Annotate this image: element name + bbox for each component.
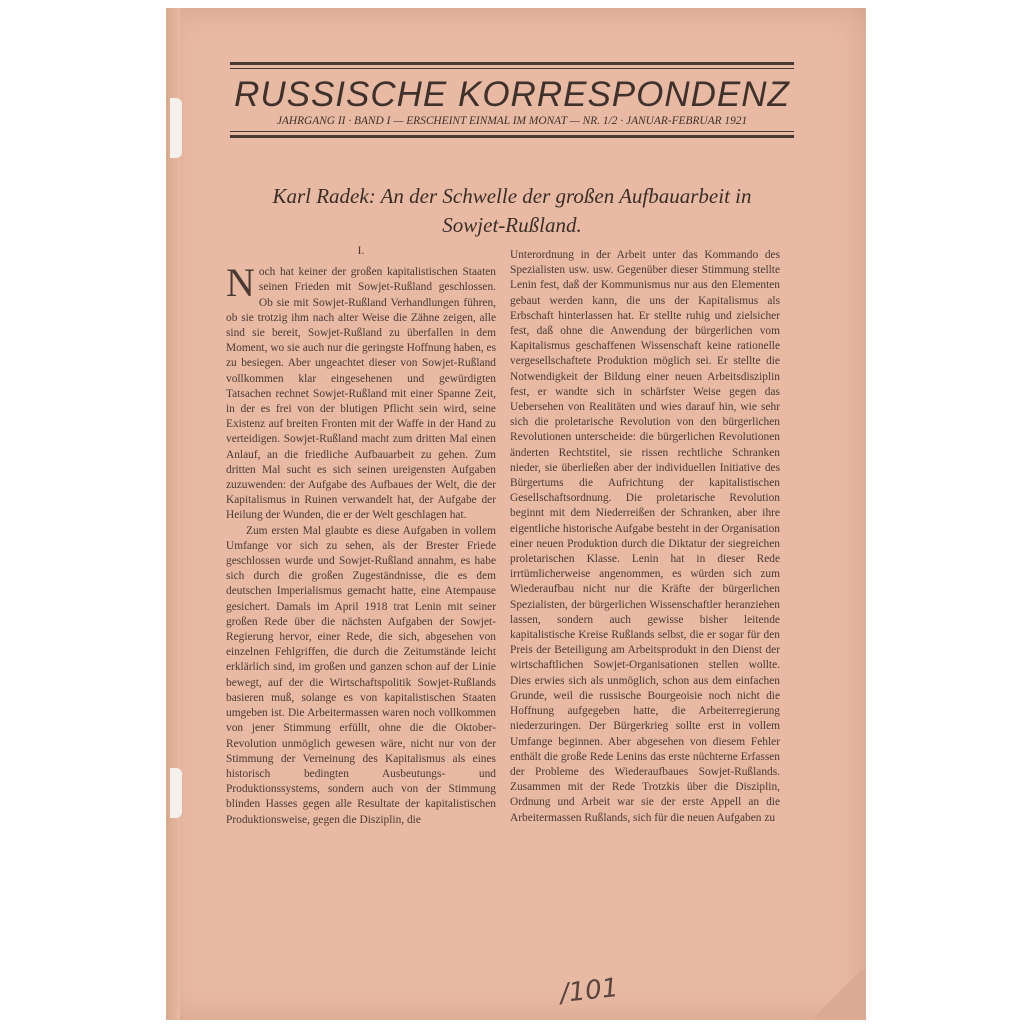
document-page: [166, 8, 866, 1020]
journal-title: RUSSISCHE KORRESPONDENZ: [234, 75, 790, 114]
punch-hole: [170, 768, 182, 818]
handwritten-page-number: /101: [558, 973, 620, 1009]
article-title-line-1: Karl Radek: An der Schwelle der großen Aufbauarbeit in: [272, 184, 752, 208]
paragraph: Zum ersten Mal glaubte es diese Aufgaben in vollem Umfange vor sich zu sehen, als der Brester Friede geschlossen wurde und Sowjet-Rußland annahm, es habe sich durch die großen Zugeständnisse, die es dem deutschen Imperialismus gemacht hatte, eine Atempause gesichert. Damals im April 1918 trat Lenin mit seiner großen Rede über die nächsten Aufgaben der Sowjet-Regierung hervor, einer Rede, die sich, abgesehen von einzelnen Fehlgriffen, die durch die Zeitumstände leicht erklärlich sind, im großen und ganzen schon auf der Linie bewegt, auf der die Wirtschaftspolitik Sowjet-Rußlands basieren muß, solange es von kapitalistischen Staaten umgeben ist. Die Arbeitermassen waren noch vollkommen von jener Stimmung erfüllt, ohne die die Oktober-Revolution unmöglich gewesen wäre, nicht nur von der Stimmung der Verneinung des Kapitalismus als eines historisch bedingten Ausbeutungs- und Produktionssystems, sondern auch von der Stimmung blinden Hasses gegen alle Resultate der kapitalistischen Produktionsweise, gegen die Disziplin, die: [226, 524, 496, 826]
masthead: [230, 62, 794, 138]
masthead-rule-top: [230, 62, 794, 69]
journal-subtitle: JAHRGANG II · BAND I — ERSCHEINT EINMAL IM MONAT — NR. 1/2 · JANUAR-FEBRUAR 1921: [276, 115, 748, 127]
paragraph: Unterordnung in der Arbeit unter das Kommando des Spezialisten usw. usw. Gegenüber dieser Stimmung stellte Lenin fest, daß der Kommunismus nur aus den Elementen gebaut werden kann, die uns der Kapitalismus als Erbschaft hinterlassen hat. Er stellte ruhig und zielsicher fest, daß ohne die Anwendung der bürgerlichen vom Kapitalismus geschaffenen Wissenschaft keine rationelle vergesellschaftete Produktion möglich sei. Er stellte die Notwendigkeit der Bildung einer neuen Arbeitsdisziplin fest, er wandte sich in schärfster Weise gegen das Uebersehen von Realitäten und wies darauf hin, wie sehr sich die proletarische Revolution von den bürgerlichen Revolutionen unterscheide: die bürgerlichen Revolutionen änderten Rechtstitel, sie rissen rechtliche Schranken nieder, sie überließen aber der individuellen Initiative des Bürgertums die Aufrichtung der kapitalistischen Gesellschaftsordnung. Die proletarische Revolution beginnt mit dem Niederreißen der Schranken, aber ihre eigentliche historische Aufgabe besteht in der Organisation einer neuen Produktion durch die Diktatur der siegreichen proletarischen Klasse. Lenin hat in dieser Rede irrtümlicherweise angenommen, es würden sich zum Wiederaufbau nicht nur die Kräfte der bürgerlichen Spezialisten, der bürgerlichen Wissenschaftler heranziehen lassen, sondern auch gewisse bisher leitende kapitalistische Kreise Rußlands selbst, die er sogar für den Preis der Beteiligung am Arbeitsprodukt in den Dienst der wirtschaftlichen Sowjet-Organisationen stellen wollte. Dies erwies sich als unmöglich, schon aus dem einfachen Grunde, weil die russische Bourgeoisie noch nicht die Hoffnung aufgegeben hatte, die Arbeiterregierung niederzuringen. Der Bürgerkrieg sollte erst in vollem Umfange beginnen. Aber abgesehen von diesem Fehler enthält die große Rede Lenins das erste nüchterne Erfassen der Probleme des Wiederaufbaues Sowjet-Rußlands. Zusammen mit der Rede Trotzkis über die Disziplin, Ordnung und Arbeit war sie der erste Appell an die Arbeitermassen Rußlands, sich für die neuen Aufgaben zu: [510, 249, 780, 824]
article-title: [230, 182, 794, 240]
masthead-rule-bottom: [230, 131, 794, 138]
paragraph: [226, 260, 496, 523]
drop-cap: N: [226, 260, 255, 306]
page-binding-edge: [166, 8, 180, 1020]
section-number: I.: [357, 245, 365, 257]
page-corner-fold: [806, 970, 866, 1020]
article-title-line-2: Sowjet-Rußland.: [442, 213, 582, 237]
paragraph-text: och hat keiner der großen kapitalistischen Staaten seinen Frieden mit Sowjet-Rußland geschlossen. Ob sie mit Sowjet-Rußland Verhandlungen führen, ob sie trotzig ihm nach alter Weise die Zähne zeigen, alle sind sie bereit, Sowjet-Rußland zu überfallen in dem Moment, wo sie auch nur die geringste Hoffnung haben, es zu besiegen. Aber ungeachtet dieser von Sowjet-Rußland vollkommen klar eingesehenen und gewürdigten Tatsachen rechnet Sowjet-Rußland mit einer Spanne Zeit, in der es frei von der blutigen Pflicht sein wird, seine Existenz auf breiten Fronten mit der Waffe in der Hand zu verteidigen. Sowjet-Rußland macht zum dritten Mal einen Anlauf, an die friedliche Aufbauarbeit zu gehen. Zum dritten Mal sucht es sich seinen ureigensten Aufgaben zuzuwenden: der Aufgabe des Aufbaues der Welt, die der Kapitalismus in Ruinen verwandelt hat, der Aufgabe der Heilung der Wunden, die er der Welt geschlagen hat.: [226, 266, 496, 522]
punch-hole: [170, 98, 182, 158]
left-column: [226, 244, 496, 828]
right-column: [510, 248, 780, 826]
